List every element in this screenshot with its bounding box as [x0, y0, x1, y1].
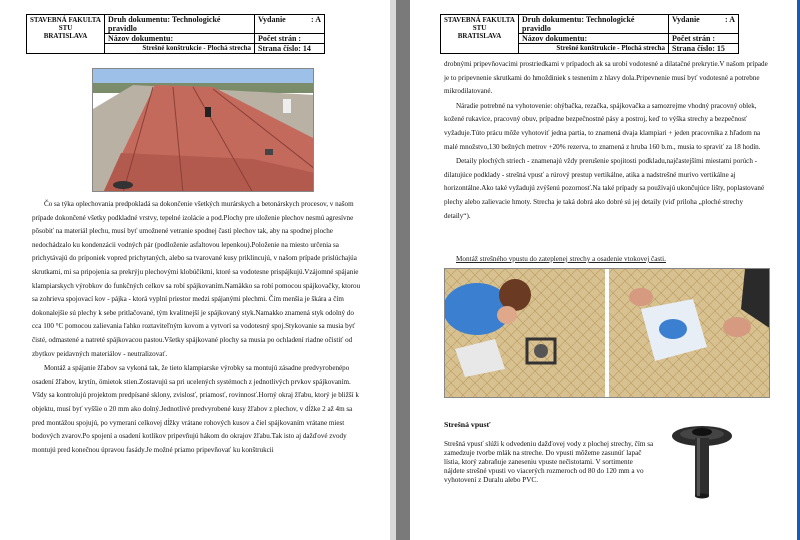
doc-name-value: Strešné konštrukcie - Plochá strecha [105, 44, 255, 54]
drain-installation-image [445, 269, 770, 398]
page-number-cell: Strana číslo: 15 [669, 44, 739, 54]
left-page-text [32, 198, 362, 458]
doc-name-value: Strešné konštrukcie - Plochá strecha [519, 44, 669, 54]
document-page-right [410, 0, 800, 540]
paragraph-flashing: Čo sa týka oplechovania predpokladá sa dokončenie všetkých murárskych a betonárskych procesov, v našom prípade dokončené všetky podkladné vrstvy, tepelné izolácie a pod.Plochy pre uloženie plechov nesmú agresívne pôsobiť na materiál plechu, musí byť umožnené vetranie spodnej časti plechov tak, aby na spodnej ploche nedochádzalo ku kondenzácii vodných pár (podloženie asfaltovou lepenkou).Položenie na miesto určenia sa prichytávajú do príponiek vopred prichytaných, alebo sa tvarované kusy priklincujú, v našom prípade prislúchajúa skrutkami, mi sa pripojenia sa prekrýju plechovými klobúčikmi, ktoré sa vodotesne prispájkujú.Vzájomné spájanie klampiarskych výrobkov do funkčných celkov sa robí spájkovaním.Namäkko sa robí pomocou spájkovačky, ktorou sa zohrieva spojovací kov - pájka - ktorá vyplní priestor medzi spájanými plechmi. Čím menšia je škára a čím dokonalejšie sú plechy k sebe pritlačované, tým kvalitnejší je spájkovaný styk.Namakko znamená styk odolný do cca 100 °C pomocou zalievania ľahko roztaviteľným kovom a vytvorí sa vodotesný spoj.Stykovanie sa musia byť čisté, odmastené a natreté spájkovacou pastou.Všetky spájkované plochy sa musia po ochladení riadne očistiť od zbytkov peidavných materiálov - neutralizovať. [32, 200, 361, 358]
roof-photo-image [93, 69, 314, 192]
page-count-cell: Počet strán : [669, 34, 739, 44]
faculty-university: STU [472, 24, 487, 32]
doc-type-cell: Druh dokumentu: Technologické pravidlo [519, 15, 669, 34]
roof-drain-image [666, 420, 738, 502]
paragraph-continuation: drobnými pripevňovacími prostriedkami v prípadoch ak sa urobí vodotesné a dilatačné prekrytie.V našom prípade je to pripevnenie skrutkami do hmoždiniek s tesnením z hlavy dola.Pripevnenie musí byť vodotesné a potrebne mikrodilatované. [444, 60, 768, 96]
faculty-city: BRATISLAVA [43, 32, 88, 40]
paragraph-gutters: Montáž a spájanie žľabov sa vykoná tak, že tieto klampiarske výrobky sa montujú zásadne predvyrobenépo osadení žľabov, krytín, ömietok stien.Zostavujú sa pri ucelených systémoch z jednotlivých prvkov spájkovaním. Všdy sa kontrolujú projektom predpísané sklony, zvislosť, priamosť, rovinnosť.Horný okraj žľabu, ktorý je bližší k objektu, musí byť vyššie o 20 mm ako dolný.Jednotlivé predvyrobené kusy žľabov z plechov, v dĺžke 2 až 4m sa pred montážou spojujú, po vymeraní celkovej dĺžky vrátane rohových kusov a čiel spájkovaním vrátane miest bodových zvarov.Po spojení a osadení kotlíkov pripevňujú hákom do okrajov žľabu.Tak isto aj dažďové zvody montujú pred konečnou úpravou fasády.Je možné priamo pripevňovať ku konštrukcii [32, 364, 359, 454]
page-header-table [26, 14, 325, 54]
edition-cell: Vydanie : A [669, 15, 739, 34]
document-page-left [0, 0, 390, 540]
faculty-name: STAVEBNÁ FAKULTA [30, 16, 101, 24]
page-number-cell: Strana číslo: 14 [255, 44, 325, 54]
right-page-text [444, 58, 770, 224]
faculty-name: STAVEBNÁ FAKULTA [444, 16, 515, 24]
paragraph-tools: Náradie potrebné na vyhotovenie: ohýbačka, rezačka, spájkovačka a samozrejme vhodný pracovný oblek, kožené rukavice, pracovný obuv, prípadne bezpečnostné pásy a postroj, keď to výška strechy a bezpečnosť vyžaduje.Túto prácu môže vyhotoviť jedna partia, to znamená dvaja klampiari + jeden pracovníka z hľadom na malé množstvo,130 bežných metrov +20% rezerva, to znamená z hruba 160 b.m., musia to spraviť za 18 hodín. [444, 101, 761, 151]
roof-drain-photo [666, 420, 738, 502]
section-heading: Strešná vpusť [444, 420, 491, 429]
page-count-cell: Počet strán : [255, 34, 325, 44]
faculty-city: BRATISLAVA [457, 32, 502, 40]
doc-name-label: Názov dokumentu: [519, 34, 669, 44]
doc-name-label: Názov dokumentu: [105, 34, 255, 44]
page-header-table [440, 14, 739, 54]
doc-type-cell: Druh dokumentu: Technologické pravidlo [105, 15, 255, 34]
section-text: Strešná vpusť slúži k odvedeniu dažďovej vody z plochej strechy, čím sa zamedzuje tvorbe mlák na streche. Do vpusti môžeme zasunúť lapač lístia, ktorý zabraňuje zaneseniu vpuste nečistotami. V sortimente nájdete strešné vpusti vo viacerých rozmeroch od 80 do 120 mm a vo vyhotovení z Duralu alebo PVC. [444, 440, 654, 484]
faculty-cell [27, 15, 105, 54]
edition-cell: Vydanie : A [255, 15, 325, 34]
faculty-cell [441, 15, 519, 54]
faculty-university: STU [58, 24, 73, 32]
drain-installation-photo [444, 268, 770, 398]
figure-caption: Montáž strešného vpustu do zateplenej strechy a osadenie vtokovej časti. [456, 255, 666, 263]
roof-photo [92, 68, 314, 192]
page-gutter [390, 0, 410, 540]
paragraph-details: Detaily plochých striech - znamenajú vždy prerušenie spojitosti podkladu,najčastejšími miestami porúch - dilatujúce podklady - strešná vpusť a rúrový prestup vertikálne, atika a nadstrešné murivo vertikálne aj horizontálne.Ako také vyžadujú zvýšenú pozornosť.Na také prípady sa používajú ukončujúce lišty, poplastované plechy alebo zalievacie hmoty. Strecha je taká dobrá ako dobré sú jej detaily (viď priloha „ploché strechy detaily“). [444, 157, 765, 220]
